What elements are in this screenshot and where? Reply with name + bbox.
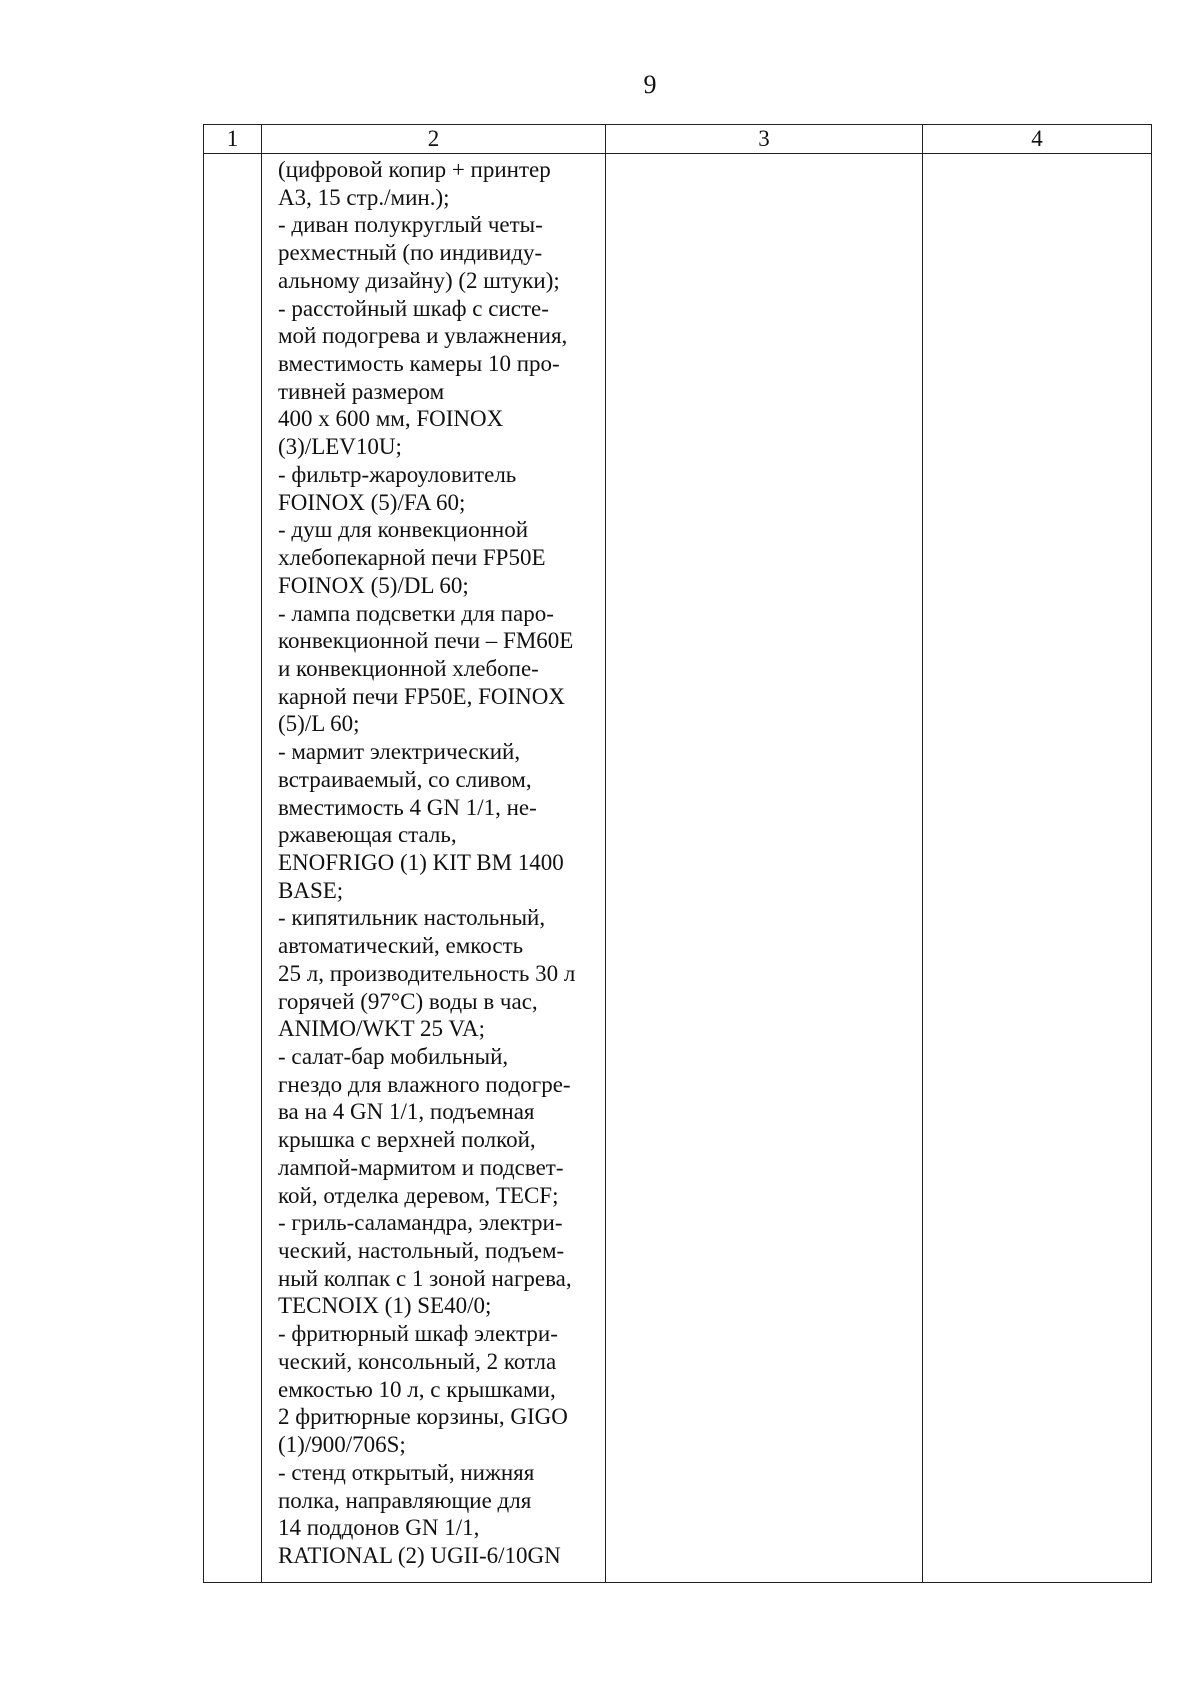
description-line: ва на 4 GN 1/1, подъемная [278, 1099, 535, 1125]
description-line: альному дизайну) (2 штуки); [278, 267, 560, 293]
description-line: - диван полукруглый четы- [278, 212, 543, 238]
description-line: и конвекционной хлебопе- [278, 655, 539, 681]
description-line: - салат-бар мобильный, [278, 1044, 509, 1069]
description-line: - стенд открытый, нижняя [278, 1459, 535, 1485]
description-line: TECNOIX (1) SE40/0; [278, 1293, 492, 1319]
description-line: вместимость 4 GN 1/1, не- [278, 794, 537, 820]
description-line: автоматический, емкость [278, 933, 524, 959]
description-line: мой подогрева и увлажнения, [278, 323, 568, 349]
description-line: лампой-мармитом и подсвет- [278, 1154, 564, 1180]
description-line: - душ для конвекционной [278, 517, 529, 543]
description-line: тивней размером [278, 378, 445, 404]
description-line: 14 поддонов GN 1/1, [278, 1515, 480, 1541]
description-line: ный колпак с 1 зоной нагрева, [278, 1265, 572, 1291]
cell-col-1 [204, 154, 262, 1583]
description-line: встраиваемый, со сливом, [278, 766, 532, 792]
description-line: ENOFRIGO (1) KIT BM 1400 [278, 849, 564, 875]
description-line: ANIMO/WKT 25 VA; [278, 1016, 486, 1042]
column-header-4: 4 [923, 125, 1152, 154]
description-line: крышка с верхней полкой, [278, 1127, 536, 1153]
description-line: - лампа подсветки для паро- [278, 600, 554, 626]
cell-col-2 [262, 154, 606, 1583]
cell-col-3 [606, 154, 923, 1583]
description-line: 25 л, производительность 30 л [278, 960, 576, 986]
description-line: кой, отделка деревом, TECF; [278, 1182, 559, 1208]
description-line: ческий, настольный, подъем- [278, 1238, 565, 1264]
equipment-description [262, 154, 605, 1570]
description-line: - расстойный шкаф с систе- [278, 295, 549, 321]
description-line: RATIONAL (2) UGII-6/10GN [278, 1542, 561, 1568]
description-line: FOINOX (5)/DL 60; [278, 572, 469, 598]
description-line: конвекционной печи – FM60E [278, 628, 574, 654]
description-line: карной печи FP50E, FOINOX [278, 683, 565, 709]
description-line: - мармит электрический, [278, 739, 521, 765]
table-row [204, 154, 1152, 1583]
description-line: - фильтр-жароуловитель [278, 461, 517, 487]
description-line: (3)/LEV10U; [278, 434, 402, 460]
description-line: ржавеющая сталь, [278, 822, 457, 848]
description-line: 400 х 600 мм, FOINOX [278, 406, 504, 432]
description-line: - фритюрный шкаф электри- [278, 1321, 558, 1347]
description-line: ческий, консольный, 2 котла [278, 1348, 557, 1374]
description-line: хлебопекарной печи FP50E [278, 545, 546, 571]
description-line: BASE; [278, 877, 344, 903]
description-line: (цифровой копир + принтер [278, 157, 551, 182]
description-line: (1)/900/706S; [278, 1432, 406, 1458]
column-header-2: 2 [262, 125, 606, 154]
cell-col-4 [923, 154, 1152, 1583]
description-line: полка, направляющие для [278, 1487, 532, 1513]
description-line: А3, 15 стр./мин.); [278, 184, 450, 210]
page-number: 9 [643, 70, 657, 99]
description-line: - гриль-саламандра, электри- [278, 1210, 563, 1236]
description-line: вместимость камеры 10 про- [278, 351, 560, 377]
equipment-table [203, 124, 1152, 1583]
table-header-row [204, 125, 1152, 154]
description-line: FOINOX (5)/FA 60; [278, 489, 466, 515]
description-line: рехместный (по индивиду- [278, 240, 543, 266]
description-line: (5)/L 60; [278, 711, 360, 737]
description-line: емкостью 10 л, с крышками, [278, 1376, 556, 1402]
description-line: горячей (97°С) воды в час, [278, 988, 538, 1014]
description-line: 2 фритюрные корзины, GIGO [278, 1404, 568, 1430]
description-line: гнездо для влажного подогре- [278, 1071, 571, 1097]
description-line: - кипятильник настольный, [278, 905, 546, 931]
column-header-1: 1 [204, 125, 262, 154]
column-header-3: 3 [606, 125, 923, 154]
